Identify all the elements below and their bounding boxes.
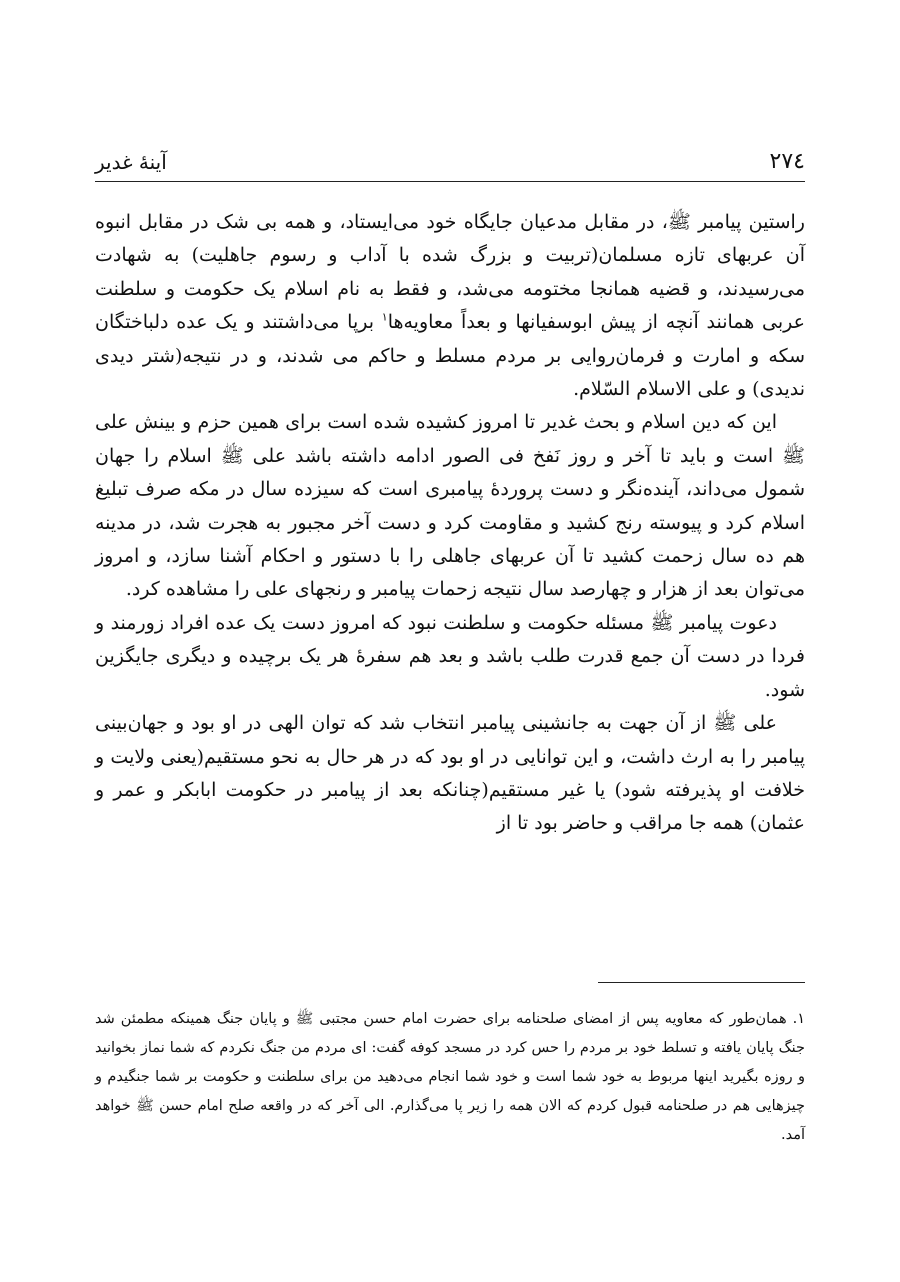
- footnote-separator: [598, 982, 805, 983]
- paragraph-1: [95, 206, 805, 406]
- paragraph-1-part-b: برپا می‌داشتند و یک عده دلباختگان سکه و امارت و فرمان‌روایی بر مردم مسلط و حاکم می شدند، و در نتیجه(شتر دیدی ندیدی) و علی الاسلام السّلام.: [95, 311, 805, 401]
- footnote-marker: ۱: [381, 310, 388, 324]
- footnote: [95, 1005, 805, 1150]
- main-text: [95, 206, 805, 841]
- header-rule: [95, 181, 805, 182]
- running-title: آینهٔ غدیر: [95, 150, 167, 174]
- paragraph-3: دعوت پیامبر ﷺ مسئله حکومت و سلطنت نبود که امروز دست یک عده افراد زورمند و فردا در دست آن جمع قدرت طلب باشد و بعد هم سفرهٔ هر یک برچیده و دیگری جایگزین شود.: [95, 611, 805, 701]
- paragraph-2: این که دین اسلام و بحث غدیر تا امروز کشیده شده است برای همین حزم و بینش علی ﷺ است و باید تا آخر و روز نَفخ فی الصور ادامه داشته باشد علی ﷺ اسلام را جهان شمول می‌داند، آینده‌نگر و دست پروردهٔ پیامبری است که سیزده سال در مکه صرف تبلیغ اسلام کرد و پیوسته رنج کشید و مقاومت کرد و دست آخر مجبور به هجرت شد، در مدینه هم ده سال زحمت کشید تا آن عربهای جاهلی را با دستور و احکام آشنا سازد، و امروز می‌توان بعد از هزار و چهارصد سال نتیجه زحمات پیامبر و رنجهای علی را مشاهده کرد.: [95, 411, 805, 601]
- page-header: [95, 142, 805, 182]
- page-number: ۲۷٤: [769, 149, 805, 174]
- footnote-text: همان‌طور که معاویه پس از امضای صلحنامه برای حضرت امام حسن مجتبی ﷺ و پایان جنگ همینکه مطمئن شد جنگ پایان یافته و تسلط خود بر مردم را حس کرد در مسجد کوفه گفت: ای مردم من جنگ نکردم که شما نماز بخوانید و روزه بگیرید اینها مربوط به خود شما است و خود شما انجام می‌دهید من برای سلطنت و حکومت بر شما جنگیدم و چیزهایی هم در صلحنامه قبول کردم که الان همه را زیر پا می‌گذارم. الی آخر که در واقعه صلح امام حسن ﷺ خواهد آمد.: [95, 1011, 805, 1143]
- paragraph-1-part-a: راستین پیامبر ﷺ، در مقابل مدعیان جایگاه خود می‌ایستاد، و همه بی شک در مقابل انبوه آن عربهای تازه مسلمان(تربیت و بزرگ شده با آداب و رسوم جاهلیت) به شهادت می‌رسیدند، و قضیه همانجا مختومه می‌شد، و فقط به نام اسلام یک حکومت و سلطنت عربی همانند آنچه از پیش ابوسفیانها و بعداً معاویه‌ها: [95, 211, 805, 334]
- footnote-number: ۱.: [792, 1011, 805, 1027]
- paragraph-4: علی ﷺ از آن جهت به جانشینی پیامبر انتخاب شد که توان الهی در او بود و جهان‌بینی پیامبر را به ارث داشت، و این توانایی در او بود که در هر حال به نحو مستقیم(یعنی ولایت و خلافت او پذیرفته شود) یا غیر مستقیم(چنانکه بعد از پیامبر در حکومت ابابکر و عمر و عثمان) همه جا مراقب و حاضر بود تا از: [95, 712, 805, 835]
